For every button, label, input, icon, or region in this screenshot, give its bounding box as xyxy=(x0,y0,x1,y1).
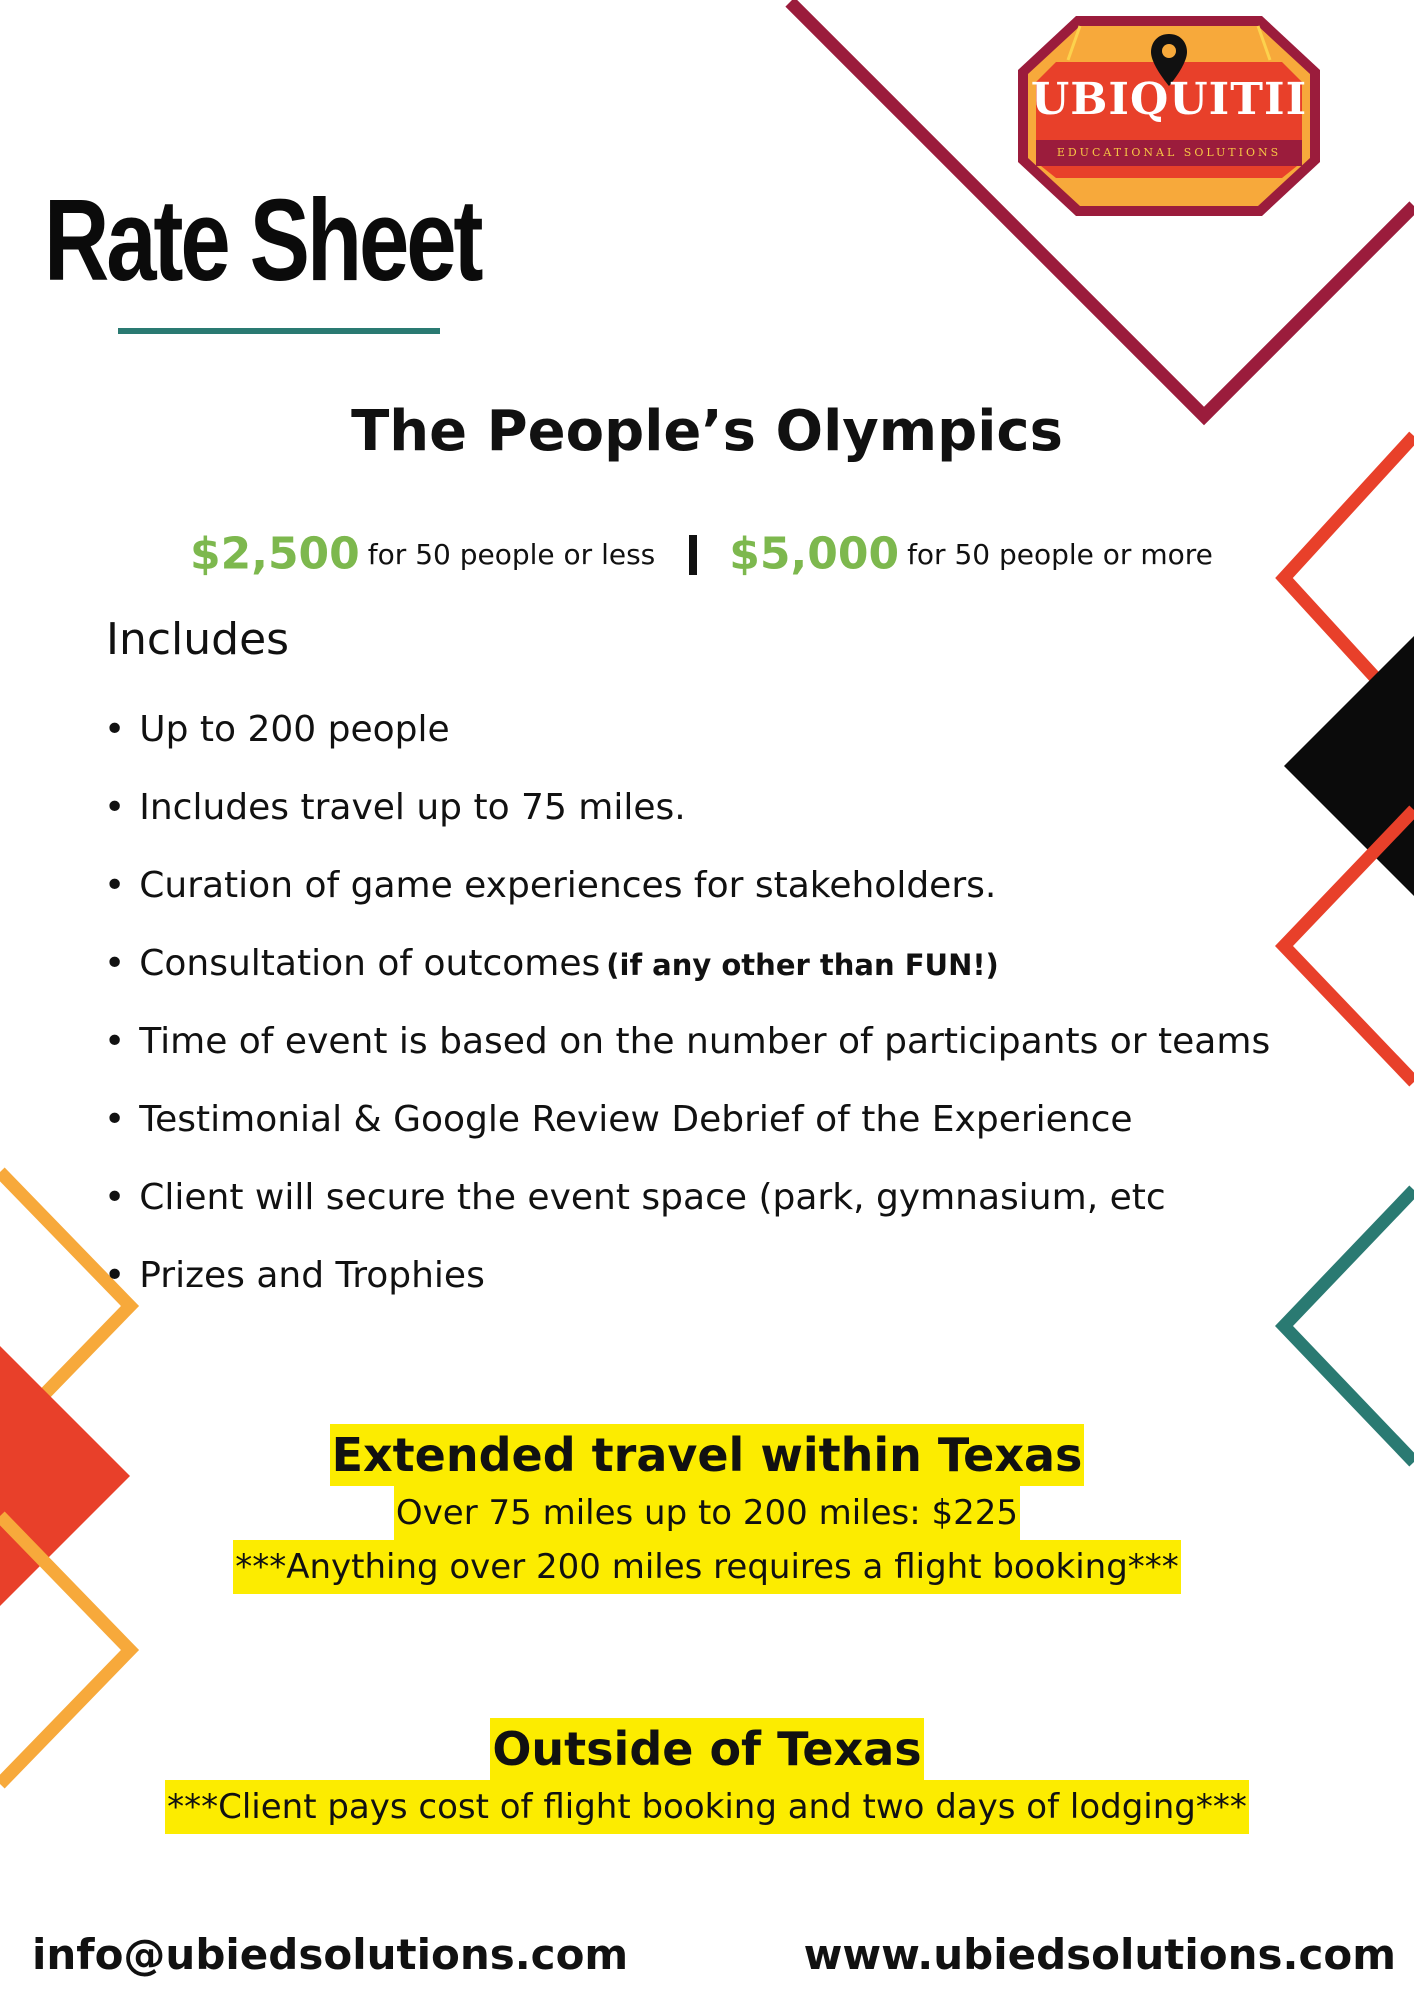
price-small-group: $2,500 xyxy=(190,528,360,580)
pricing-row xyxy=(190,524,1290,585)
website-link[interactable]: www.ubiedsolutions.com xyxy=(803,1930,1396,1979)
list-item xyxy=(104,1099,1133,1140)
price-separator xyxy=(689,535,697,575)
bullet-icon: • xyxy=(104,1177,126,1218)
list-item-text: Time of event is based on the number of participants or teams xyxy=(139,1021,1271,1062)
list-item xyxy=(104,865,997,906)
extended-travel-section xyxy=(0,1424,1414,1594)
teal-chevron-shape xyxy=(1284,1190,1414,1462)
black-diamond-shape xyxy=(1284,636,1414,896)
price-small-group-desc: for 50 people or less xyxy=(367,537,656,571)
list-item xyxy=(104,1177,1166,1218)
list-item xyxy=(104,787,686,828)
logo-tagline: EDUCATIONAL SOLUTIONS xyxy=(1056,146,1282,159)
bullet-icon: • xyxy=(104,1099,126,1140)
bullet-icon: • xyxy=(104,865,126,906)
page-title: Rate Sheet xyxy=(44,175,481,305)
list-item xyxy=(104,1255,485,1296)
price-large-group: $5,000 xyxy=(729,528,900,580)
logo-wordmark: UBIQUITII xyxy=(1030,74,1308,125)
includes-heading: Includes xyxy=(106,614,290,665)
list-item-text: Consultation of outcomes xyxy=(139,943,601,984)
list-item-text: Testimonial & Google Review Debrief of the Experience xyxy=(139,1099,1133,1140)
price-large-group-desc: for 50 people or more xyxy=(907,537,1213,571)
list-item-note: (if any other than FUN!) xyxy=(606,948,999,982)
list-item xyxy=(104,709,450,750)
extended-travel-note: ***Anything over 200 miles requires a flight booking*** xyxy=(233,1540,1181,1594)
list-item-text: Client will secure the event space (park, gymnasium, etc xyxy=(139,1177,1166,1218)
list-item xyxy=(104,943,999,984)
bullet-icon: • xyxy=(104,787,126,828)
list-item-text: Includes travel up to 75 miles. xyxy=(139,787,686,828)
bullet-icon: • xyxy=(104,1021,126,1062)
list-item-text: Prizes and Trophies xyxy=(139,1255,485,1296)
extended-travel-title: Extended travel within Texas xyxy=(330,1424,1085,1486)
list-item-text: Up to 200 people xyxy=(139,709,450,750)
outside-texas-title: Outside of Texas xyxy=(490,1718,923,1780)
list-item-text: Curation of game experiences for stakeholders. xyxy=(139,865,997,906)
outside-texas-note: ***Client pays cost of flight booking and two days of lodging*** xyxy=(165,1780,1249,1834)
bullet-icon: • xyxy=(104,943,126,984)
list-item xyxy=(104,1021,1271,1062)
contact-email-link[interactable]: info@ubiedsolutions.com xyxy=(32,1930,629,1979)
bullet-icon: • xyxy=(104,709,126,750)
extended-travel-rate: Over 75 miles up to 200 miles: $225 xyxy=(394,1486,1020,1540)
event-title: The People’s Olympics xyxy=(351,399,1063,464)
bullet-icon: • xyxy=(104,1255,126,1296)
ubiquitii-logo xyxy=(1016,12,1322,218)
title-underline xyxy=(118,328,440,334)
outside-texas-section xyxy=(0,1718,1414,1834)
